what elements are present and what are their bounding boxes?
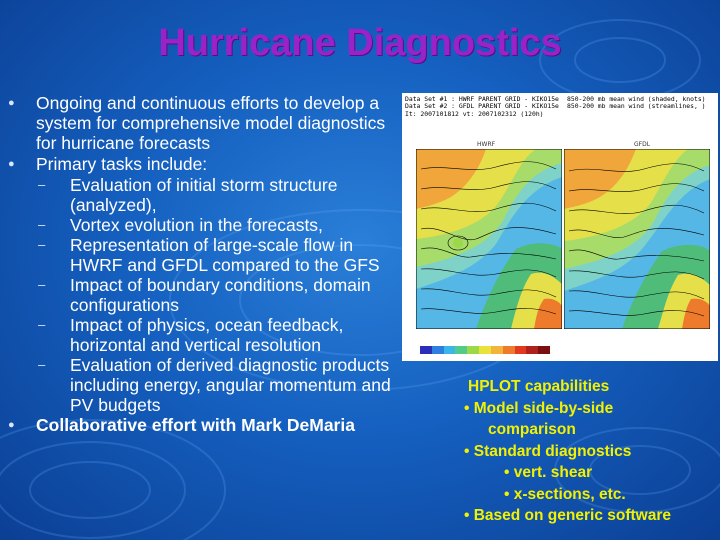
sub-bullet-item: [8, 215, 408, 235]
dash-icon: –: [38, 357, 46, 372]
figure-header-line: It: 2007101812 vt: 2007102312 (120h): [405, 109, 544, 118]
panel-left-label: HWRF: [477, 141, 496, 148]
colorbar-swatch: [538, 346, 550, 354]
sub-bullet-item: [8, 175, 408, 215]
colorbar-swatch: [420, 346, 432, 354]
sub-bullet-text: Representation of large-scale flow in HWRF and GFDL compared to the GFS: [70, 235, 380, 275]
sub-bullet-text: Evaluation of derived diagnostic products including energy, angular momentum and PV budgets: [70, 355, 391, 415]
sub-bullet-text: Impact of boundary conditions, domain configurations: [70, 275, 371, 315]
bullet-dot-icon: ●: [8, 158, 15, 170]
hplot-heading: HPLOT capabilities: [468, 378, 610, 395]
colorbar-swatch: [444, 346, 456, 354]
hplot-item: • Based on generic software: [464, 507, 671, 524]
figure-header-line: 850-200 mb mean wind (streamlines, ): [567, 102, 706, 111]
bullet-text: Ongoing and continuous efforts to develop a system for comprehensive model diagnostics for hurricane forecasts: [36, 93, 386, 153]
hwrf-wind-map: [416, 149, 562, 329]
sub-bullet-text: Impact of physics, ocean feedback, horizontal and vertical resolution: [70, 315, 344, 355]
hplot-figure: [402, 93, 718, 361]
bullet-text: Collaborative effort with Mark DeMaria: [36, 415, 355, 435]
main-bullet-list: [8, 93, 408, 436]
slide-title: Hurricane Diagnostics: [158, 22, 562, 64]
bullet-item: [8, 93, 408, 153]
figure-header-line: 850-200 mb mean wind (shaded, knots): [567, 95, 706, 103]
panel-right-label: GFDL: [634, 141, 651, 148]
colorbar-swatch: [467, 346, 479, 354]
colorbar-swatch: [455, 346, 467, 354]
gfdl-wind-map: [564, 149, 710, 329]
bullet-item: [8, 415, 408, 435]
dash-icon: –: [38, 217, 46, 232]
sub-bullet-item: [8, 275, 408, 315]
sub-bullet-text: Evaluation of initial storm structure (analyzed),: [70, 175, 338, 215]
colorbar-swatch: [515, 346, 527, 354]
colorbar-swatch: [432, 346, 444, 354]
dash-icon: –: [38, 237, 46, 252]
hplot-item: comparison: [488, 421, 576, 438]
dash-icon: –: [38, 277, 46, 292]
colorbar-swatch: [479, 346, 491, 354]
colorbar-swatch: [526, 346, 538, 354]
colorbar-swatch: [503, 346, 515, 354]
hplot-subitem: • vert. shear: [504, 464, 593, 481]
dash-icon: –: [38, 317, 46, 332]
bullet-dot-icon: ●: [8, 97, 15, 109]
colorbar-swatch: [491, 346, 503, 354]
sub-bullet-item: [8, 315, 408, 355]
hplot-item: • Standard diagnostics: [464, 442, 632, 460]
hplot-subitem: • x-sections, etc.: [504, 485, 626, 503]
sub-bullet-text: Vortex evolution in the forecasts,: [70, 215, 323, 235]
sub-bullet-item: [8, 355, 408, 415]
figure-header-line: Data Set #1 : HWRF PARENT GRID - KIKO15e: [405, 95, 559, 103]
hplot-item: • Model side-by-side: [464, 399, 614, 417]
sub-bullet-item: [8, 235, 408, 275]
wind-speed-colorbar: [420, 346, 550, 354]
bullet-item: [8, 154, 408, 174]
hplot-capabilities: [458, 376, 720, 527]
figure-header-line: Data Set #2 : GFDL PARENT GRID - KIKO15e: [405, 102, 559, 111]
dash-icon: –: [38, 177, 46, 192]
bullet-text: Primary tasks include:: [36, 154, 208, 174]
bullet-dot-icon: ●: [8, 419, 15, 431]
